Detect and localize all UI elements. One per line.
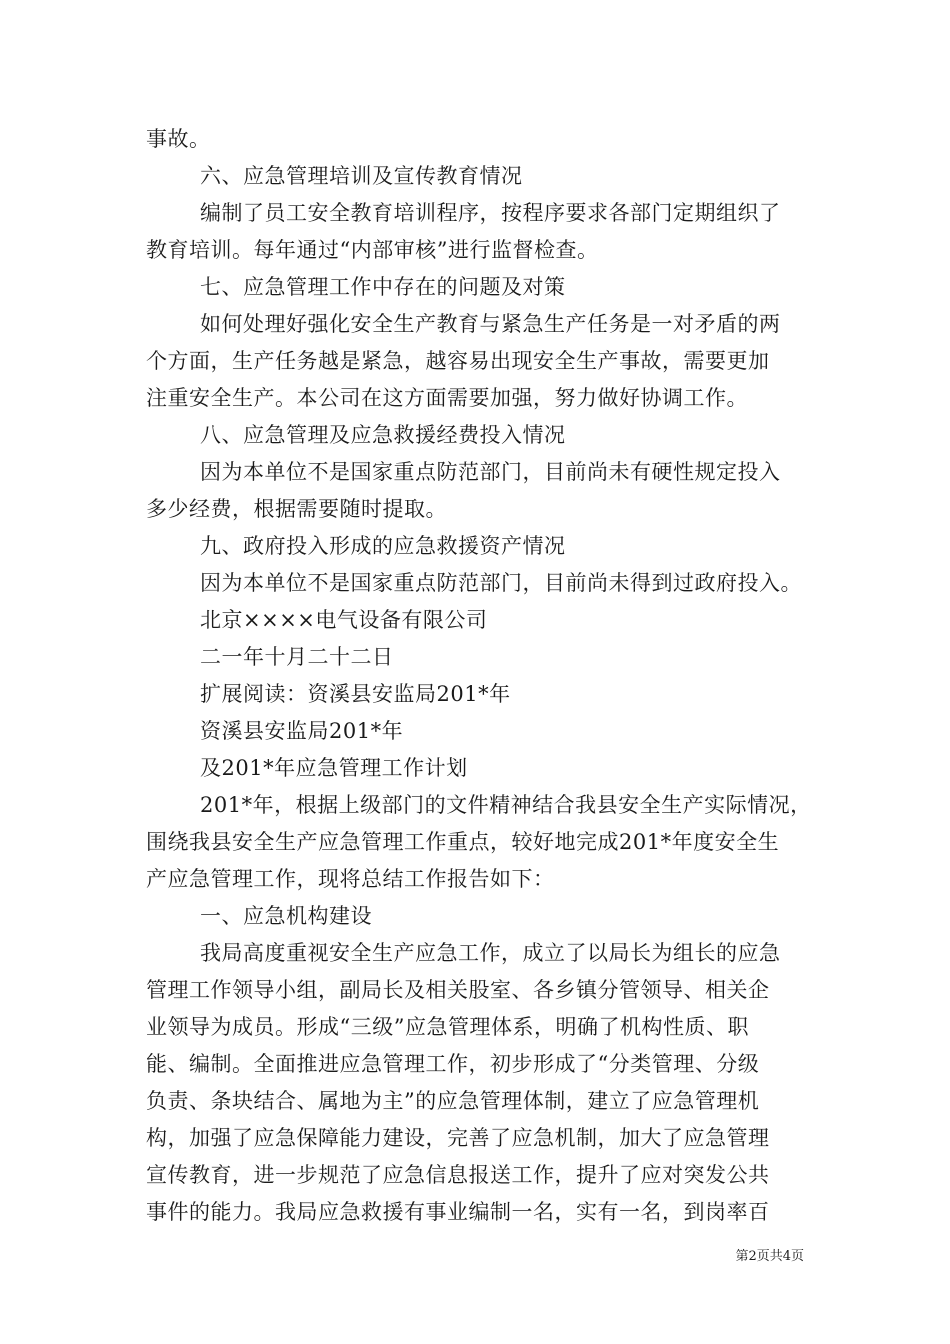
text-line: 事故。 — [146, 127, 211, 151]
text-line: 负责、条块结合、属地为主”的应急管理体制，建立了应急管理机 — [146, 1089, 760, 1113]
company-name: 北京××××电气设备有限公司 — [200, 608, 488, 632]
extended-reading-label: 扩展阅读：资溪县安监局201*年 — [200, 682, 511, 706]
section-heading: 九、政府投入形成的应急救援资产情况 — [200, 534, 566, 558]
text-line: 围绕我县安全生产应急管理工作重点，较好地完成201*年度安全生 — [146, 830, 780, 854]
text-line: 编制了员工安全教育培训程序，按程序要求各部门定期组织了 — [200, 201, 781, 225]
text-line: 管理工作领导小组，副局长及相关股室、各乡镇分管领导、相关企 — [146, 978, 770, 1002]
text-line: 构，加强了应急保障能力建设，完善了应急机制，加大了应急管理 — [146, 1126, 770, 1150]
text-line: 能、编制。全面推进应急管理工作，初步形成了“分类管理、分级 — [146, 1052, 760, 1076]
text-line: 201*年，根据上级部门的文件精神结合我县安全生产实际情况， — [200, 793, 812, 817]
text-line: 宣传教育，进一步规范了应急信息报送工作，提升了应对突发公共 — [146, 1163, 770, 1187]
text-line: 业领导为成员。形成“三级”应急管理体系，明确了机构性质、职 — [146, 1015, 749, 1039]
text-line: 事件的能力。我局应急救援有事业编制一名，实有一名，到岗率百 — [146, 1200, 770, 1224]
text-line: 因为本单位不是国家重点防范部门，目前尚未有硬性规定投入 — [200, 460, 781, 484]
text-line: 个方面，生产任务越是紧急，越容易出现安全生产事故，需要更加 — [146, 349, 770, 373]
section-heading: 七、应急管理工作中存在的问题及对策 — [200, 275, 566, 299]
section-heading: 八、应急管理及应急救援经费投入情况 — [200, 423, 566, 447]
subtitle-line: 及201*年应急管理工作计划 — [200, 756, 468, 780]
text-line: 我局高度重视安全生产应急工作，成立了以局长为组长的应急 — [200, 941, 781, 965]
section-heading: 一、应急机构建设 — [200, 904, 372, 928]
text-line: 教育培训。每年通过“内部审核”进行监督检查。 — [146, 238, 599, 262]
page-number: 第2页共4页 — [735, 1249, 804, 1264]
document-date: 二一年十月二十二日 — [200, 645, 394, 669]
text-line: 多少经费，根据需要随时提取。 — [146, 497, 447, 521]
text-line: 产应急管理工作，现将总结工作报告如下： — [146, 867, 555, 891]
subtitle-line: 资溪县安监局201*年 — [200, 719, 404, 743]
text-line: 注重安全生产。本公司在这方面需要加强，努力做好协调工作。 — [146, 386, 748, 410]
text-line: 如何处理好强化安全生产教育与紧急生产任务是一对矛盾的两 — [200, 312, 781, 336]
section-heading: 六、应急管理培训及宣传教育情况 — [200, 164, 523, 188]
text-line: 因为本单位不是国家重点防范部门，目前尚未得到过政府投入。 — [200, 571, 802, 595]
